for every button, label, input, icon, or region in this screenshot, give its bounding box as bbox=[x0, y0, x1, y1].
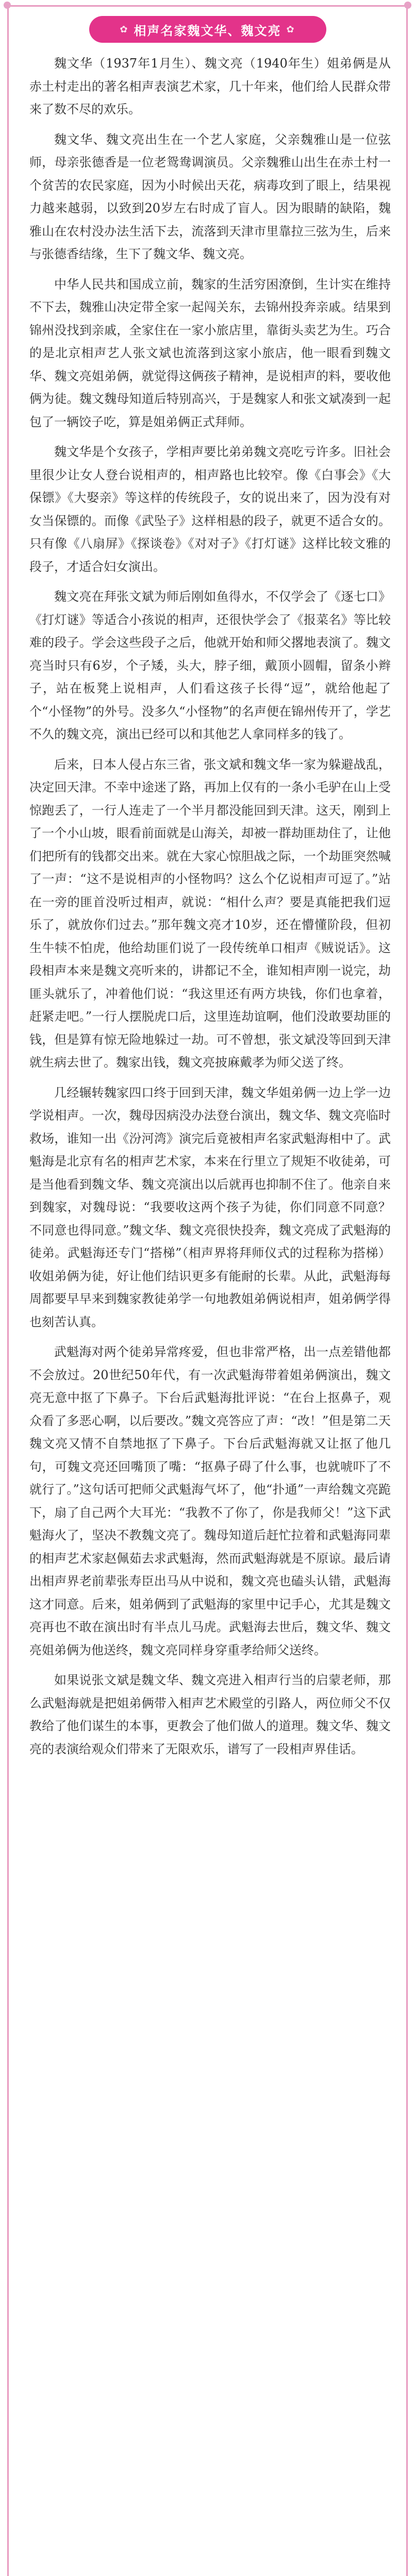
article-paragraph: 魏文华（1937年1月生）、魏文亮（1940年生）姐弟俩是从赤土村走出的著名相声表演艺术家，几十年来，他们给人民群众带来了数不尽的欢乐。 bbox=[29, 56, 391, 116]
article-title: 相声名家魏文华、魏文亮 bbox=[134, 23, 281, 38]
article-paragraph: 魏文华是个女孩子，学相声要比弟弟魏文亮吃亏许多。旧社会里很少让女人登台说相声的，相声路也比较窄。像《白事会》《大保镖》《大娶亲》等这样的传统段子，女的说出来了，因为没有对女当保镖的。而像《武坠子》这样相悬的段子，就更不适合女的。只有像《八扇屏》《探谈卷》《对对子》《打灯谜》这样比较文雅的段子，才适合妇女演出。 bbox=[29, 445, 391, 574]
article-paragraph: 后来，日本人侵占东三省，张文斌和魏文华一家为躲避战乱，决定回天津。不幸中途迷了路，再加上仅有的一条小毛驴在山上受惊跑丢了，一行人连走了一个半月都没能回到天津。这天，刚到上了一个小山坡，眼看前面就是山海关，却被一群劫匪劫住了，让他们把所有的钱都交出来。就在大家心惊胆战之际，一个劫匪突然喊了一声：“这不是说相声的小怪物吗？这么个亿说相声可逗了。”站在一旁的匪首没听过相声，就说：“相什么声？要是真能把我们逗乐了，就放你们过去。”那年魏文亮才10岁，还在懵懂阶段，但初生牛犊不怕虎，他给劫匪们说了一段传统单口相声《贼说话》。这段相声本来是魏文亮听来的，讲都记不全，谁知相声刚一说完，劫匪头就乐了，冲着他们说：“我这里还有两方块钱，你们也拿着，赶紧走吧。”一行人摆脱虎口后，这里连劫谊啊，他们没敢要劫匪的钱，但是算有惊无险地躲过一劫。可不曾想，张文斌没等回到天津就生病去世了。魏家出钱，魏文亮披麻戴孝为师父送了终。 bbox=[29, 757, 391, 1070]
article-paragraph: 中华人民共和国成立前，魏家的生活穷困潦倒，生计实在维持不下去，魏雅山决定带全家一起闯关东，去锦州投奔亲戚。结果到锦州没找到亲戚，全家住在一家小旅店里，靠街头卖艺为生。巧合的是北京相声艺人张文斌也流落到这家小旅店，他一眼看到魏文华、魏文亮姐弟俩，就觉得这俩孩子精神，是说相声的料，要收他俩为徒。魏文魏母知道后特别高兴，于是魏家人和张文斌凑到一起包了一辆饺子吃，算是姐弟俩正式拜师。 bbox=[29, 277, 391, 429]
flower-icon: ✿ bbox=[286, 24, 295, 35]
flower-icon: ✿ bbox=[120, 24, 129, 35]
article-frame bbox=[7, 5, 408, 2576]
article-title-banner bbox=[89, 16, 326, 43]
article-paragraph: 魏文华、魏文亮出生在一个艺人家庭，父亲魏雅山是一位弦师，母亲张德香是一位老鸳鸯调演员。父亲魏雅山出生在赤土村一个贫苦的农民家庭，因为小时候出天花，病毒攻到了眼上，结果视力越来越弱，以致到20岁左右时成了盲人。因为眼睛的缺陷，魏雅山在农村没办法生活下去，流落到天津市里靠拉三弦为生，后来与张德香结缘，生下了魏文华、魏文亮。 bbox=[29, 132, 391, 261]
article-paragraph: 如果说张文斌是魏文华、魏文亮进入相声行当的启蒙老师，那么武魁海就是把姐弟俩带入相声艺术殿堂的引路人，两位师父不仅教给了他们谋生的本事，更教会了他们做人的道理。魏文华、魏文亮的表演给观众们带来了无限欢乐，谱写了一段相声界佳话。 bbox=[29, 1673, 391, 1756]
article-body bbox=[9, 52, 406, 1760]
article-paragraph: 武魁海对两个徒弟异常疼爱，但也非常严格，出一点差错他都不会放过。20世纪50年代，有一次武魁海带着姐弟俩演出，魏文亮无意中抠了下鼻子。下台后武魁海批评说：“在台上抠鼻子，观众看了多恶心啊，以后要改。”魏文亮答应了声：“改！”但是第二天魏文亮又情不自禁地抠了下鼻子。下台后武魁海就又让抠了他几句，可魏文亮还回嘴顶了嘴：“抠鼻子碍了什么事，也就唬吓了不就行了。”这句话可把师父武魁海气坏了，他“扑通”一声给魏文亮跪下，扇了自己两个大耳光：“我教不了你了，你是我师父！”这下武魁海火了，坚决不教魏文亮了。魏母知道后赶忙拉着和武魁海同辈的相声艺术家赵佩茹去求武魁海，然而武魁海就是不原谅。最后请出相声界老前辈张寿臣出马从中说和，魏文亮也磕头认错，武魁海这才同意。后来，姐弟俩到了武魁海的家里中记手心，尤其是魏文亮再也不敢在演出时有半点儿马虎。武魁海去世后，魏文华、魏文亮姐弟俩为他送终，魏文亮同样身穿重孝给师父送终。 bbox=[29, 1345, 391, 1657]
article-paragraph: 几经辗转魏家四口终于回到天津，魏文华姐弟俩一边上学一边学说相声。一次，魏母因病没办法登台演出，魏文华、魏文亮临时救场，谁知一出《汾河湾》演完后竟被相声名家武魁海相中了。武魁海是北京有名的相声艺术家，本来在行里立了规矩不收徒弟，可是当他看到魏文华、魏文亮演出以后就再也抑制不住了。他亲自来到魏家，对魏母说：“我要收这两个孩子为徒，你们同意不同意？不同意也得同意。”魏文华、魏文亮很快投奔，魏文亮成了武魁海的徒弟。武魁海还专门“搭梯”（相声界将拜师仪式的过程称为搭梯）收姐弟俩为徒，好让他们结识更多有能耐的长辈。从此，武魁海每周都要早早来到魏家教徒弟学一句地教姐弟俩说相声，姐弟俩学得也刻苦认真。 bbox=[29, 1085, 391, 1329]
article-paragraph: 魏文亮在拜张文斌为师后刚如鱼得水，不仅学会了《逐七口》《打灯谜》等适合小孩说的相声，还很快学会了《报菜名》等比较难的段子。学会这些段子之后，他就开始和师父撂地表演了。魏文亮当时只有6岁，个子矮，头大，脖子细，戴顶小圆帽，留条小辫子，站在板凳上说相声，人们看这孩子长得“逗”，就给他起了个“小怪物”的外号。没多久“小怪物”的名声便在锦州传开了，学艺不久的魏文亮，演出已经可以和其他艺人拿同样多的钱了。 bbox=[29, 589, 391, 741]
